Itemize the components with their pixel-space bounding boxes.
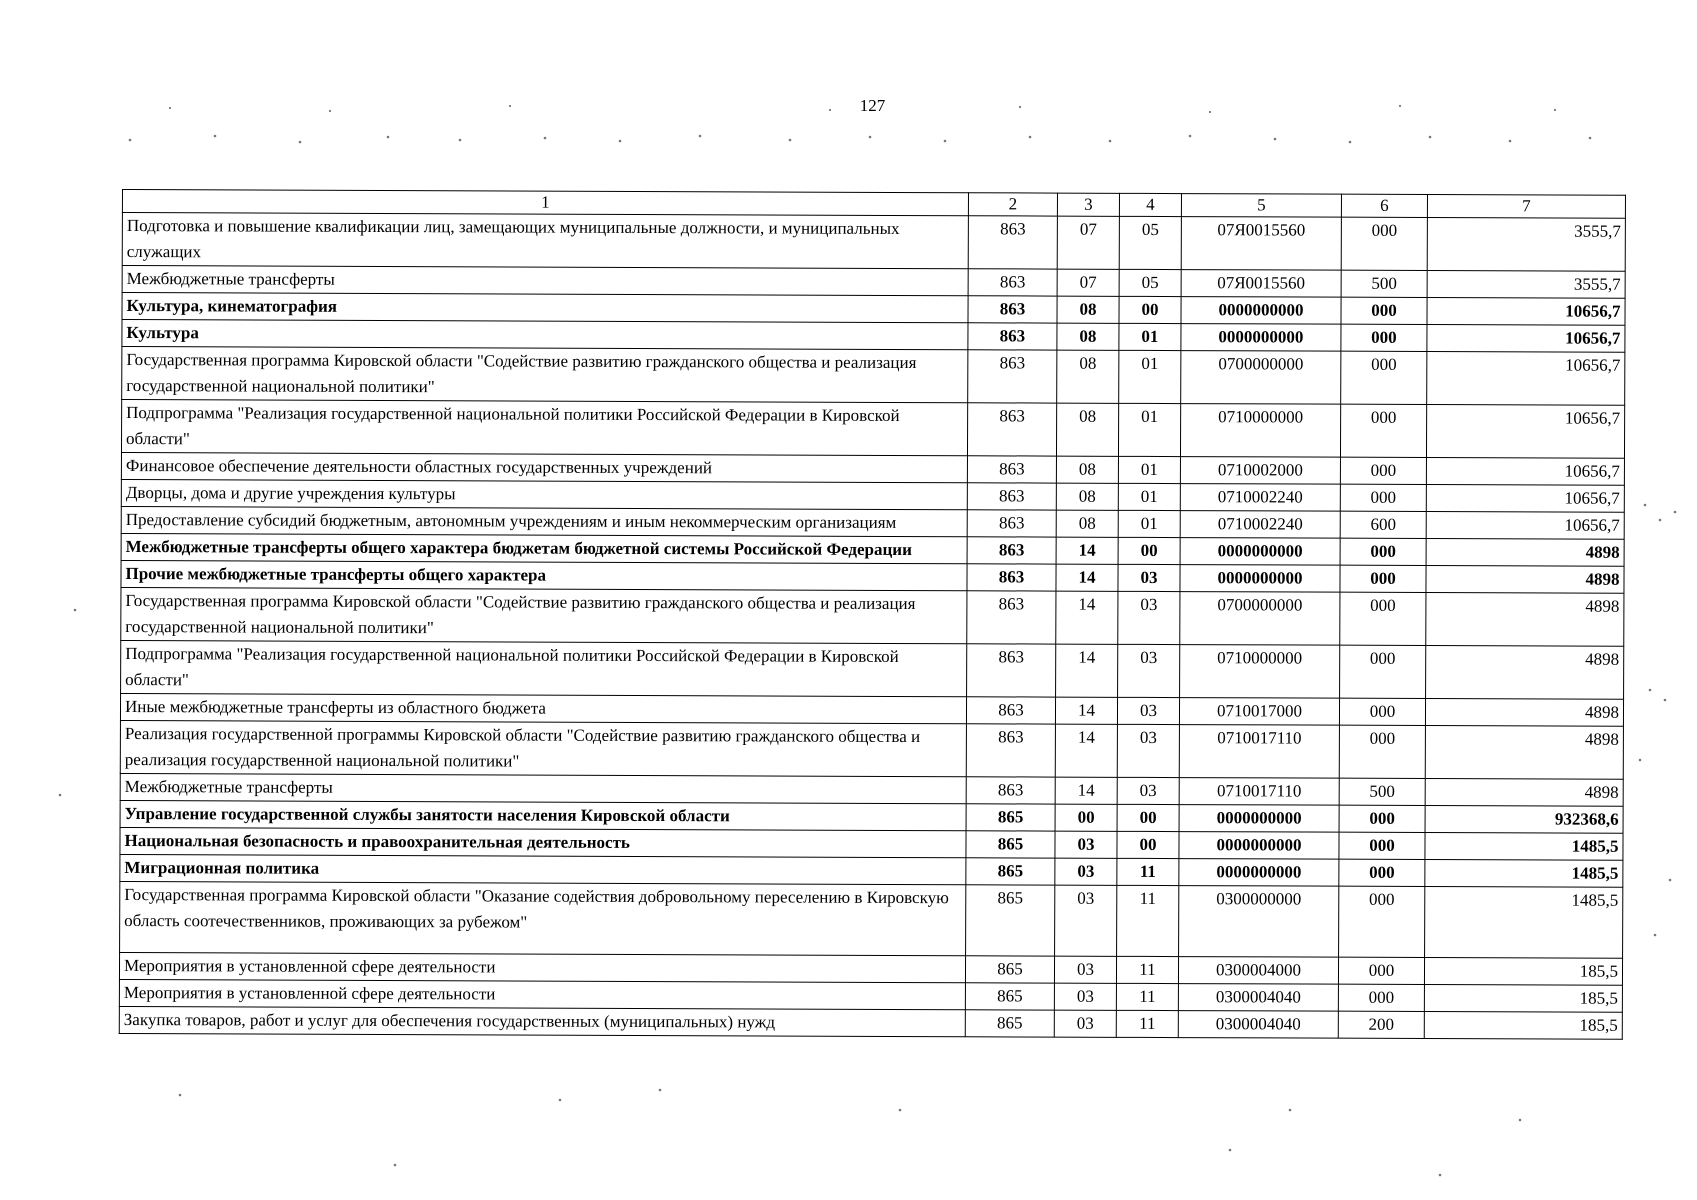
expense-type-code-cell: 000 [1340, 457, 1426, 484]
subsection-code-cell: 01 [1118, 510, 1180, 537]
amount-cell: 4898 [1426, 566, 1624, 594]
amount-cell: 10656,7 [1427, 325, 1625, 353]
subsection-code-cell: 00 [1117, 804, 1179, 831]
subsection-code-cell: 01 [1119, 323, 1181, 350]
target-item-code-cell: 0710000000 [1180, 645, 1340, 699]
ministry-code-cell: 863 [967, 456, 1056, 483]
column-header-7: 7 [1427, 195, 1625, 219]
ministry-code-cell: 863 [966, 697, 1055, 724]
amount-cell: 4898 [1426, 593, 1624, 647]
section-code-cell: 07 [1057, 269, 1119, 296]
table-row [119, 1006, 1622, 1039]
target-item-code-cell: 0000000000 [1181, 324, 1341, 352]
subsection-code-cell: 01 [1118, 456, 1180, 483]
row-name-cell: Реализация государственной программы Кировской области "Содействие развитию гражданского общества и реализация государственной национальной политики" [120, 720, 966, 776]
ministry-code-cell: 863 [967, 483, 1056, 510]
expense-type-code-cell: 000 [1339, 832, 1425, 859]
ministry-code-cell: 863 [967, 510, 1056, 537]
amount-cell: 10656,7 [1426, 512, 1624, 540]
budget-table [119, 189, 1626, 1040]
target-item-code-cell: 0300004000 [1178, 957, 1338, 985]
subsection-code-cell: 11 [1116, 956, 1178, 983]
row-name-cell: Закупка товаров, работ и услуг для обеспечения государственных (муниципальных) нужд [119, 1006, 965, 1036]
expense-type-code-cell: 500 [1339, 778, 1425, 805]
row-name-cell: Мероприятия в установленной сфере деятельности [119, 979, 965, 1009]
expense-type-code-cell: 200 [1338, 1011, 1424, 1038]
table-row [121, 587, 1624, 646]
subsection-code-cell: 05 [1119, 216, 1181, 269]
expense-type-code-cell: 000 [1341, 351, 1427, 404]
section-code-cell: 14 [1055, 724, 1117, 777]
expense-type-code-cell: 600 [1340, 511, 1426, 538]
row-name-cell: Национальная безопасность и правоохранительная деятельность [120, 827, 966, 857]
ministry-code-cell: 863 [968, 296, 1057, 323]
ministry-code-cell: 865 [965, 983, 1054, 1010]
table-row [120, 720, 1623, 779]
expense-type-code-cell: 000 [1340, 484, 1426, 511]
section-code-cell: 14 [1056, 591, 1118, 644]
target-item-code-cell: 0000000000 [1180, 565, 1340, 593]
column-header-4: 4 [1119, 193, 1181, 216]
amount-cell: 10656,7 [1426, 405, 1624, 459]
expense-type-code-cell: 000 [1340, 592, 1426, 645]
expense-type-code-cell: 000 [1338, 957, 1424, 984]
ministry-code-cell: 863 [966, 724, 1055, 777]
subsection-code-cell: 01 [1119, 350, 1181, 403]
expense-type-code-cell: 000 [1341, 324, 1427, 351]
expense-type-code-cell: 000 [1339, 859, 1425, 886]
column-header-2: 2 [968, 193, 1057, 216]
target-item-code-cell: 0710017110 [1179, 725, 1339, 779]
amount-cell: 3555,7 [1427, 271, 1625, 299]
subsection-code-cell: 01 [1118, 403, 1180, 456]
ministry-code-cell: 865 [966, 831, 1055, 858]
ministry-code-cell: 863 [967, 644, 1056, 697]
expense-type-code-cell: 000 [1338, 984, 1424, 1011]
amount-cell: 4898 [1425, 699, 1623, 727]
section-code-cell: 03 [1054, 1010, 1116, 1037]
table-row [122, 347, 1625, 406]
row-name-cell: Иные межбюджетные трансферты из областного бюджета [120, 693, 966, 723]
target-item-code-cell: 0300004040 [1178, 1011, 1338, 1039]
subsection-code-cell: 03 [1117, 724, 1179, 777]
row-name-cell: Прочие межбюджетные трансферты общего характера [121, 560, 967, 590]
section-code-cell: 08 [1056, 456, 1118, 483]
column-header-6: 6 [1341, 194, 1427, 217]
ministry-code-cell: 863 [968, 269, 1057, 296]
target-item-code-cell: 0700000000 [1180, 592, 1340, 646]
section-code-cell: 03 [1055, 885, 1117, 956]
section-code-cell: 14 [1056, 537, 1118, 564]
table-row [120, 881, 1623, 958]
amount-cell: 10656,7 [1426, 485, 1624, 513]
ministry-code-cell: 863 [967, 537, 1056, 564]
subsection-code-cell: 03 [1117, 697, 1179, 724]
row-name-cell: Государственная программа Кировской области "Оказание содействия добровольному переселению в Кировскую область соотечественников, проживающих за рубежом" [120, 881, 966, 955]
amount-cell: 4898 [1426, 646, 1624, 700]
target-item-code-cell: 0710002000 [1180, 457, 1340, 485]
section-code-cell: 14 [1055, 777, 1117, 804]
subsection-code-cell: 03 [1118, 591, 1180, 644]
target-item-code-cell: 0300000000 [1179, 886, 1339, 958]
ministry-code-cell: 863 [967, 403, 1056, 456]
row-name-cell: Культура, кинематография [122, 293, 968, 323]
expense-type-code-cell: 000 [1339, 886, 1425, 957]
section-code-cell: 07 [1057, 216, 1119, 269]
section-code-cell: 08 [1057, 323, 1119, 350]
row-name-cell: Миграционная политика [120, 854, 966, 884]
ministry-code-cell: 863 [967, 591, 1056, 644]
section-code-cell: 03 [1055, 831, 1117, 858]
amount-cell: 4898 [1425, 726, 1623, 780]
expense-type-code-cell: 000 [1339, 698, 1425, 725]
target-item-code-cell: 0710017110 [1179, 778, 1339, 806]
amount-cell: 1485,5 [1425, 887, 1623, 959]
subsection-code-cell: 11 [1116, 983, 1178, 1010]
expense-type-code-cell: 000 [1339, 725, 1425, 778]
subsection-code-cell: 11 [1117, 885, 1179, 956]
target-item-code-cell: 0000000000 [1179, 805, 1339, 833]
section-code-cell: 03 [1054, 983, 1116, 1010]
amount-cell: 4898 [1425, 779, 1623, 807]
amount-cell: 1485,5 [1425, 833, 1623, 861]
section-code-cell: 08 [1056, 483, 1118, 510]
expense-type-code-cell: 000 [1340, 645, 1426, 698]
target-item-code-cell: 0300004040 [1178, 984, 1338, 1012]
target-item-code-cell: 0000000000 [1179, 832, 1339, 860]
section-code-cell: 03 [1054, 956, 1116, 983]
expense-type-code-cell: 000 [1341, 217, 1427, 270]
amount-cell: 10656,7 [1426, 458, 1624, 486]
row-name-cell: Финансовое обеспечение деятельности областных государственных учреждений [121, 452, 967, 482]
subsection-code-cell: 05 [1119, 269, 1181, 296]
expense-type-code-cell: 000 [1340, 538, 1426, 565]
target-item-code-cell: 0000000000 [1179, 859, 1339, 887]
subsection-code-cell: 00 [1118, 537, 1180, 564]
section-code-cell: 14 [1056, 644, 1118, 697]
row-name-cell: Подпрограмма "Реализация государственной национальной политики Российской Федерации в Кировской области" [121, 400, 967, 456]
row-name-cell: Мероприятия в установленной сфере деятельности [119, 952, 965, 982]
column-header-3: 3 [1057, 193, 1119, 216]
amount-cell: 185,5 [1424, 1012, 1622, 1040]
target-item-code-cell: 0710000000 [1180, 404, 1340, 458]
row-name-cell: Дворцы, дома и другие учреждения культуры [121, 479, 967, 509]
section-code-cell: 08 [1057, 296, 1119, 323]
section-code-cell: 08 [1056, 510, 1118, 537]
row-name-cell: Подготовка и повышение квалификации лиц, замещающих муниципальные должности, и муниципальных служащих [122, 213, 968, 269]
section-code-cell: 14 [1055, 697, 1117, 724]
row-name-cell: Межбюджетные трансферты [120, 773, 966, 803]
expense-type-code-cell: 000 [1341, 297, 1427, 324]
subsection-code-cell: 11 [1117, 858, 1179, 885]
row-name-cell: Государственная программа Кировской области "Содействие развитию гражданского общества и реализация государственной национальной политики" [122, 347, 968, 403]
row-name-cell: Подпрограмма "Реализация государственной национальной политики Российской Федерации в Кировской области" [121, 640, 967, 696]
ministry-code-cell: 863 [967, 564, 1056, 591]
amount-cell: 185,5 [1424, 958, 1622, 986]
target-item-code-cell: 07Я0015560 [1181, 217, 1341, 271]
expense-type-code-cell: 000 [1340, 565, 1426, 592]
ministry-code-cell: 863 [968, 350, 1057, 403]
section-code-cell: 14 [1056, 564, 1118, 591]
amount-cell: 4898 [1426, 539, 1624, 567]
table-body [119, 213, 1625, 1040]
target-item-code-cell: 0710002240 [1180, 511, 1340, 539]
row-name-cell: Межбюджетные трансферты [122, 266, 968, 296]
row-name-cell: Государственная программа Кировской области "Содействие развитию гражданского общества и реализация государственной национальной политики" [121, 587, 967, 643]
target-item-code-cell: 0710002240 [1180, 484, 1340, 512]
ministry-code-cell: 865 [966, 804, 1055, 831]
table-row [121, 400, 1624, 459]
target-item-code-cell: 0000000000 [1180, 538, 1340, 566]
ministry-code-cell: 865 [966, 858, 1055, 885]
section-code-cell: 08 [1057, 350, 1119, 403]
expense-type-code-cell: 000 [1340, 404, 1426, 457]
amount-cell: 185,5 [1424, 985, 1622, 1013]
amount-cell: 10656,7 [1427, 298, 1625, 326]
subsection-code-cell: 03 [1118, 644, 1180, 697]
section-code-cell: 00 [1055, 804, 1117, 831]
target-item-code-cell: 0000000000 [1181, 297, 1341, 325]
row-name-cell: Культура [122, 320, 968, 350]
subsection-code-cell: 03 [1117, 777, 1179, 804]
row-name-cell: Управление государственной службы занятости населения Кировской области [120, 800, 966, 830]
ministry-code-cell: 865 [965, 1010, 1054, 1037]
table-row [122, 213, 1625, 272]
amount-cell: 10656,7 [1427, 352, 1625, 406]
expense-type-code-cell: 000 [1339, 805, 1425, 832]
ministry-code-cell: 863 [968, 216, 1057, 269]
subsection-code-cell: 01 [1118, 483, 1180, 510]
amount-cell: 3555,7 [1427, 218, 1625, 272]
ministry-code-cell: 865 [966, 885, 1055, 956]
section-code-cell: 08 [1056, 403, 1118, 456]
section-code-cell: 03 [1055, 858, 1117, 885]
subsection-code-cell: 00 [1119, 296, 1181, 323]
subsection-code-cell: 00 [1117, 831, 1179, 858]
target-item-code-cell: 07Я0015560 [1181, 270, 1341, 298]
target-item-code-cell: 0710017000 [1179, 698, 1339, 726]
row-name-cell: Межбюджетные трансферты общего характера бюджетам бюджетной системы Российской Федерации [121, 533, 967, 563]
page-number: 127 [859, 96, 886, 115]
ministry-code-cell: 863 [966, 777, 1055, 804]
row-name-cell: Предоставление субсидий бюджетным, автономным учреждениям и иным некоммерческим организациям [121, 506, 967, 536]
target-item-code-cell: 0700000000 [1181, 351, 1341, 405]
amount-cell: 1485,5 [1425, 860, 1623, 888]
ministry-code-cell: 865 [965, 956, 1054, 983]
subsection-code-cell: 11 [1116, 1010, 1178, 1037]
column-header-1: 1 [122, 190, 968, 216]
table-row [121, 640, 1624, 699]
ministry-code-cell: 863 [968, 323, 1057, 350]
column-header-5: 5 [1181, 194, 1341, 218]
expense-type-code-cell: 500 [1341, 270, 1427, 297]
amount-cell: 932368,6 [1425, 806, 1623, 834]
subsection-code-cell: 03 [1118, 564, 1180, 591]
